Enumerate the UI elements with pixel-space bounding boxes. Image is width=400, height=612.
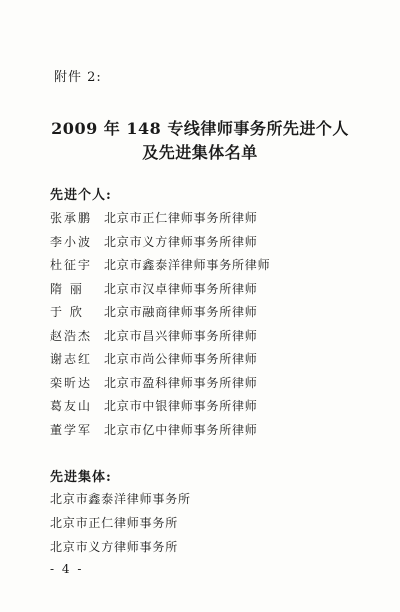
individual-name: 杜征宇	[50, 258, 93, 273]
page-number: - 4 -	[50, 562, 84, 576]
individual-row	[50, 418, 270, 442]
individual-row	[50, 277, 270, 301]
groups-list	[50, 486, 191, 558]
individual-name: 隋 丽	[50, 281, 84, 296]
attachment-label: 附件 2:	[54, 70, 102, 85]
group-item: 北京市鑫泰洋律师事务所	[50, 491, 191, 506]
individual-row	[50, 347, 270, 371]
document-title-line-2: 及先进集体名单	[142, 143, 258, 162]
individual-name: 董学军	[50, 422, 93, 437]
individuals-heading: 先进个人:	[50, 188, 112, 203]
individual-row	[50, 206, 270, 230]
individual-row	[50, 300, 270, 324]
individual-name: 于 欣	[50, 305, 84, 320]
groups-heading: 先进集体:	[50, 470, 112, 485]
individual-row	[50, 394, 270, 418]
individual-name: 葛友山	[50, 399, 93, 414]
individual-row	[50, 230, 270, 254]
individuals-list	[50, 206, 270, 441]
individual-org: 北京市昌兴律师事务所律师	[104, 328, 258, 343]
individual-row	[50, 253, 270, 277]
individual-row	[50, 324, 270, 348]
individual-org: 北京市尚公律师事务所律师	[104, 352, 258, 367]
individual-name: 张承鹏	[50, 211, 93, 226]
individual-org: 北京市汉卓律师事务所律师	[104, 281, 258, 296]
group-item: 北京市正仁律师事务所	[50, 515, 179, 530]
individual-org: 北京市鑫泰洋律师事务所律师	[104, 258, 271, 273]
individual-name: 谢志红	[50, 352, 93, 367]
individual-org: 北京市正仁律师事务所律师	[104, 211, 258, 226]
group-item: 北京市义方律师事务所	[50, 539, 179, 554]
individual-row	[50, 371, 270, 395]
individual-org: 北京市义方律师事务所律师	[104, 234, 258, 249]
individual-name: 赵浩杰	[50, 328, 93, 343]
individual-org: 北京市中银律师事务所律师	[104, 399, 258, 414]
individual-name: 李小波	[50, 234, 93, 249]
individual-name: 栾昕达	[50, 375, 93, 390]
individual-org: 北京市融商律师事务所律师	[104, 305, 258, 320]
individual-org: 北京市盈科律师事务所律师	[104, 375, 258, 390]
individual-org: 北京市亿中律师事务所律师	[104, 422, 258, 437]
document-title-line-1: 2009 年 148 专线律师事务所先进个人	[51, 119, 349, 138]
